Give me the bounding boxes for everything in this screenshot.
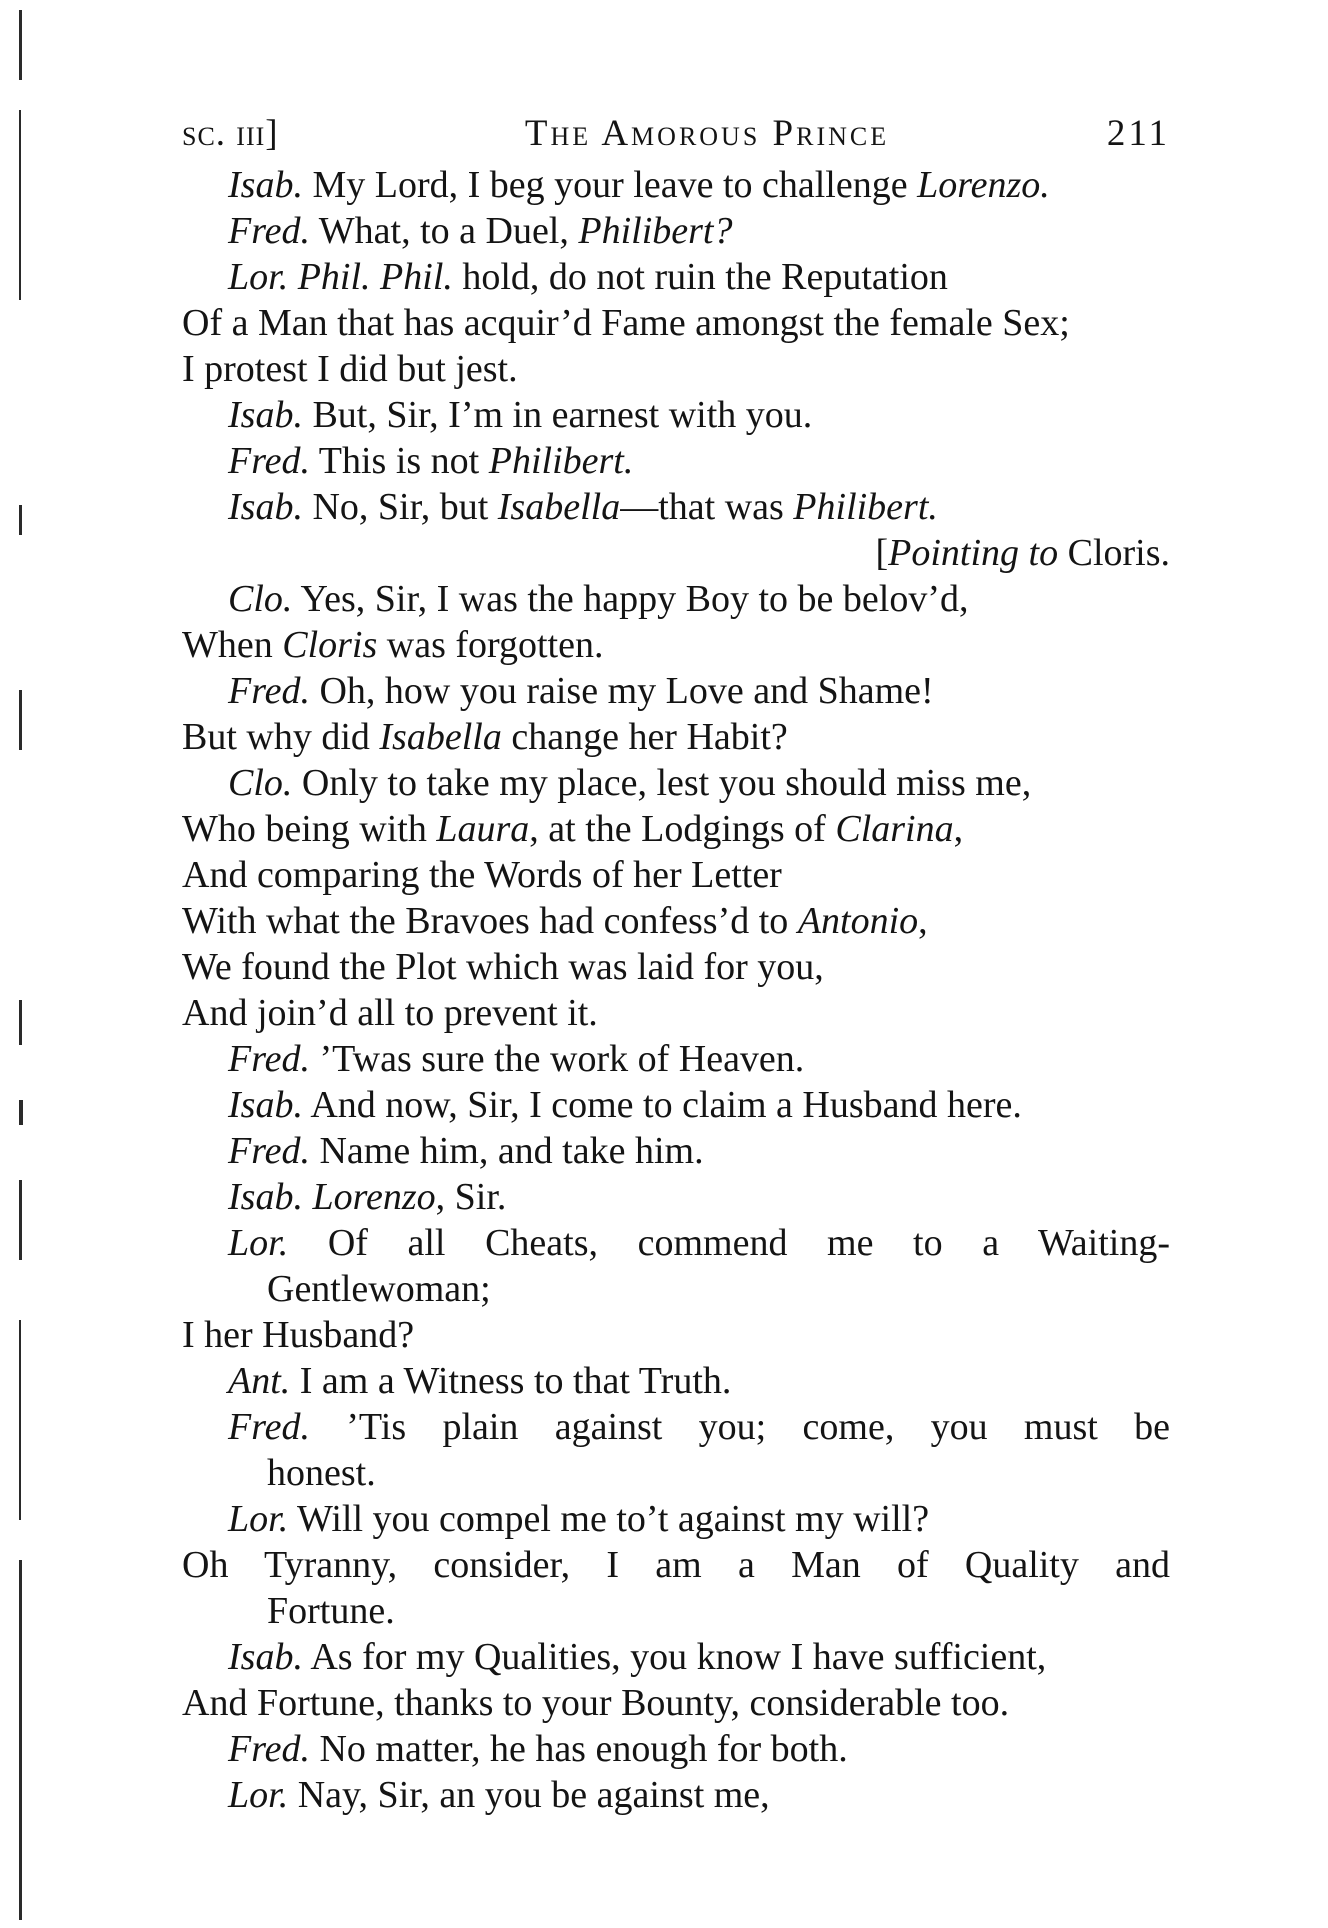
text-run: And join’d all to prevent it. bbox=[182, 992, 598, 1034]
text-run: We found the Plot which was laid for you, bbox=[182, 946, 824, 988]
text-line bbox=[182, 300, 1170, 346]
speaker-name: Lor. bbox=[228, 256, 289, 298]
text-run: My Lord, I beg your leave to challenge bbox=[302, 164, 918, 206]
text-line bbox=[182, 852, 1170, 898]
running-header bbox=[182, 112, 1170, 162]
speech-line bbox=[182, 162, 1170, 208]
text-run: Yes, Sir, I was the happy Boy to be belov’d, bbox=[292, 578, 969, 620]
speaker-name: Isab. bbox=[228, 164, 303, 206]
text-run: I her Husband? bbox=[182, 1314, 415, 1356]
text-run: And now, Sir, I come to claim a Husband here. bbox=[302, 1084, 1022, 1126]
text-run: But, Sir, I’m in earnest with you. bbox=[302, 394, 813, 436]
speech-line bbox=[182, 1634, 1170, 1680]
text-run: I protest I did but jest. bbox=[182, 348, 518, 390]
text-line bbox=[182, 714, 1170, 760]
text-line bbox=[182, 944, 1170, 990]
italic-text: Isabella bbox=[497, 486, 621, 528]
text-run: Oh Tyranny, consider, I am a Man of Quality and bbox=[182, 1544, 1170, 1586]
speaker-name: Fred. bbox=[228, 1728, 310, 1770]
text-run: What, to a Duel, bbox=[309, 210, 579, 252]
speaker-name: Clo. bbox=[228, 762, 293, 804]
text-run: was forgotten. bbox=[377, 624, 604, 666]
text-run: When bbox=[182, 624, 283, 666]
speech-line bbox=[182, 1082, 1170, 1128]
text-run: Of all Cheats, commend me to a Waiting- bbox=[288, 1222, 1170, 1264]
speech-line bbox=[182, 1496, 1170, 1542]
speech-line bbox=[182, 1404, 1170, 1450]
text-run: This is not bbox=[309, 440, 489, 482]
text-run: And Fortune, thanks to your Bounty, considerable too. bbox=[182, 1682, 1010, 1724]
speaker-name: Fred. bbox=[228, 1406, 310, 1448]
scene-label: sc. iii] bbox=[182, 113, 279, 154]
text-run: No matter, he has enough for both. bbox=[309, 1728, 848, 1770]
text-run: , bbox=[918, 900, 928, 942]
italic-text: Philibert. bbox=[793, 486, 938, 528]
speaker-name: Ant. bbox=[228, 1360, 291, 1402]
text-run: Who being with bbox=[182, 808, 437, 850]
speaker-name: Isab. bbox=[228, 1084, 303, 1126]
speech-line bbox=[182, 1726, 1170, 1772]
text-run: And comparing the Words of her Letter bbox=[182, 854, 782, 896]
running-title: The Amorous Prince bbox=[524, 113, 890, 154]
italic-text: Isabella bbox=[379, 716, 502, 758]
text-line bbox=[182, 1312, 1170, 1358]
text-run: honest. bbox=[267, 1452, 376, 1494]
play-text bbox=[182, 162, 1170, 1818]
text-run: Fortune. bbox=[267, 1590, 395, 1632]
speech-line bbox=[182, 1128, 1170, 1174]
text-run: [ bbox=[875, 532, 889, 574]
speaker-name: Fred. bbox=[228, 1130, 310, 1172]
text-run bbox=[288, 256, 298, 298]
text-run: Will you compel me to’t against my will? bbox=[288, 1498, 930, 1540]
speech-line bbox=[182, 1358, 1170, 1404]
speech-line bbox=[182, 254, 1170, 300]
text-run: —that was bbox=[620, 486, 794, 528]
speaker-name: Isab. bbox=[228, 1176, 303, 1218]
text-line bbox=[182, 806, 1170, 852]
text-run: ’Twas sure the work of Heaven. bbox=[309, 1038, 805, 1080]
speech-line bbox=[182, 668, 1170, 714]
text-run: , at the Lodgings of bbox=[529, 808, 836, 850]
text-run: Of a Man that has acquir’d Fame amongst the female Sex; bbox=[182, 302, 1070, 344]
speech-line bbox=[182, 1174, 1170, 1220]
speaker-name: Fred. bbox=[228, 1038, 310, 1080]
text-run: Oh, how you raise my Love and Shame! bbox=[309, 670, 934, 712]
speaker-name: Isab. bbox=[228, 486, 303, 528]
text-run: Name him, and take him. bbox=[309, 1130, 704, 1172]
speech-line bbox=[182, 1772, 1170, 1818]
text-line bbox=[182, 346, 1170, 392]
speaker-name: Clo. bbox=[228, 578, 293, 620]
text-run: hold, do not ruin the Reputation bbox=[452, 256, 948, 298]
text-run: No, Sir, but bbox=[302, 486, 498, 528]
text-run: Cloris. bbox=[1058, 532, 1170, 574]
speaker-name: Lor. bbox=[228, 1222, 289, 1264]
text-line bbox=[182, 1450, 1170, 1496]
speech-line bbox=[182, 1220, 1170, 1266]
text-run: With what the Bravoes had confess’d to bbox=[182, 900, 798, 942]
speech-line bbox=[182, 760, 1170, 806]
text-line bbox=[182, 622, 1170, 668]
text-line bbox=[182, 1542, 1170, 1588]
text-run: Gentlewoman; bbox=[267, 1268, 491, 1310]
speech-line bbox=[182, 484, 1170, 530]
text-run: As for my Qualities, you know I have sufficient, bbox=[302, 1636, 1047, 1678]
italic-text: Lorenzo. bbox=[917, 164, 1050, 206]
italic-text: Phil. Phil. bbox=[297, 256, 453, 298]
italic-text: Clarina bbox=[835, 808, 954, 850]
speaker-name: Fred. bbox=[228, 440, 310, 482]
italic-text: Philibert. bbox=[488, 440, 634, 482]
italic-text: Lorenzo bbox=[312, 1176, 436, 1218]
text-run: Nay, Sir, an you be against me, bbox=[288, 1774, 770, 1816]
italic-text: Pointing to bbox=[888, 532, 1059, 574]
text-run: change her Habit? bbox=[501, 716, 788, 758]
text-line bbox=[182, 898, 1170, 944]
italic-text: Cloris bbox=[282, 624, 378, 666]
speaker-name: Isab. bbox=[228, 394, 303, 436]
speech-line bbox=[182, 1036, 1170, 1082]
text-line bbox=[182, 1680, 1170, 1726]
text-run: ’Tis plain against you; come, you must be bbox=[309, 1406, 1170, 1448]
text-run: , Sir. bbox=[435, 1176, 507, 1218]
speaker-name: Lor. bbox=[228, 1774, 289, 1816]
italic-text: Laura bbox=[436, 808, 530, 850]
text-run: I am a Witness to that Truth. bbox=[290, 1360, 732, 1402]
speaker-name: Isab. bbox=[228, 1636, 303, 1678]
speaker-name: Fred. bbox=[228, 670, 310, 712]
text-run: Only to take my place, lest you should miss me, bbox=[292, 762, 1032, 804]
speech-line bbox=[182, 576, 1170, 622]
text-line bbox=[182, 1266, 1170, 1312]
text-run: , bbox=[953, 808, 964, 850]
text-line bbox=[182, 530, 1170, 576]
text-run: But why did bbox=[182, 716, 380, 758]
text-line bbox=[182, 1588, 1170, 1634]
speech-line bbox=[182, 438, 1170, 484]
italic-text: Antonio bbox=[797, 900, 919, 942]
speech-line bbox=[182, 392, 1170, 438]
italic-text: Philibert? bbox=[578, 210, 733, 252]
text-line bbox=[182, 990, 1170, 1036]
speech-line bbox=[182, 208, 1170, 254]
speaker-name: Lor. bbox=[228, 1498, 289, 1540]
speaker-name: Fred. bbox=[228, 210, 310, 252]
page-number: 211 bbox=[1106, 113, 1170, 154]
